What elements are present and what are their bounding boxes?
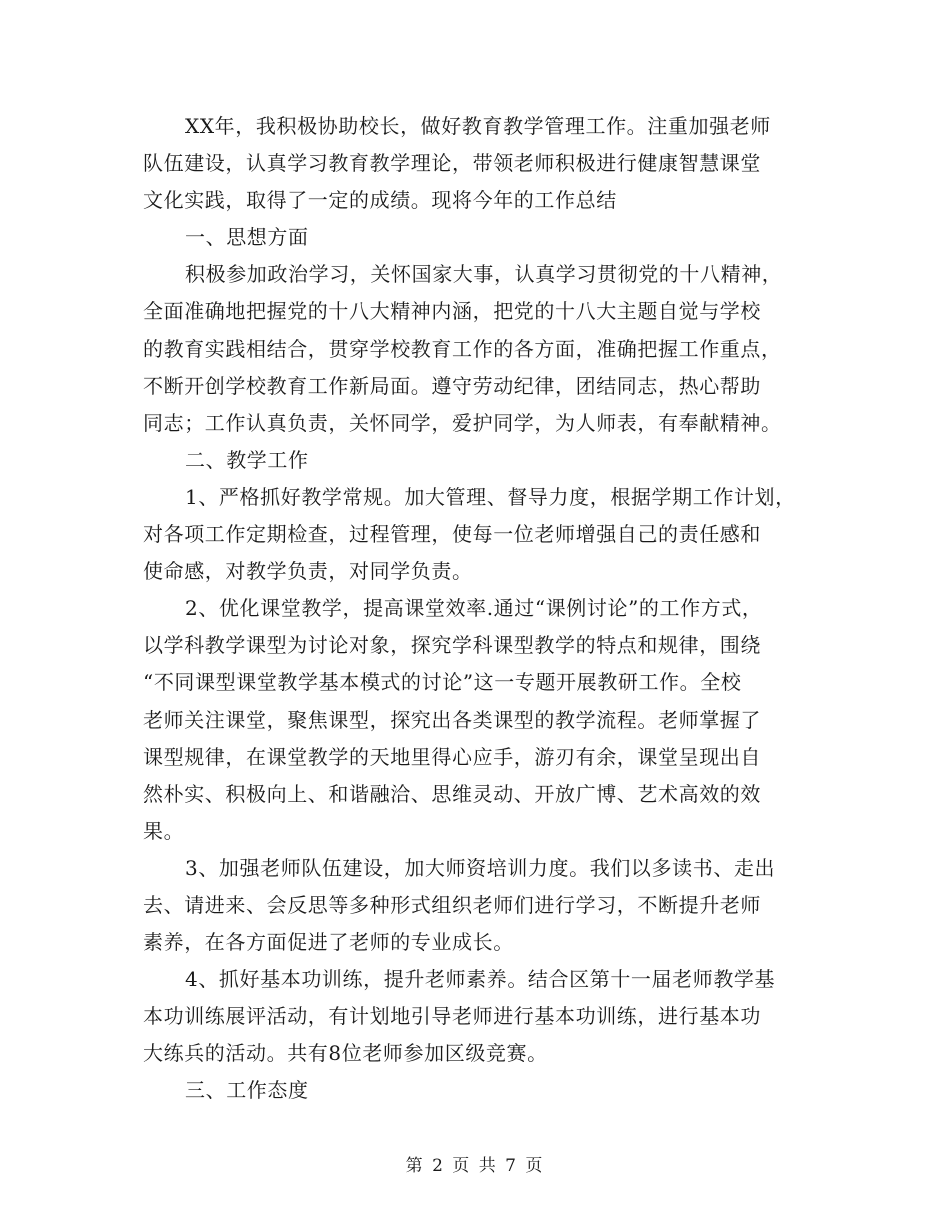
body-line: 老师关注课堂，聚焦课型，探究出各类课型的教学流程。老师掌握了	[143, 707, 761, 732]
body-line: 4、抓好基本功训练，提升老师素养。结合区第十一届老师教学基	[185, 967, 776, 992]
body-line: 以学科教学课型为讨论对象，探究学科课型教学的特点和规律，围绕	[143, 633, 761, 658]
page-number-footer: 第 2 页 共 7 页	[405, 1156, 545, 1176]
body-line: 课型规律，在课堂教学的天地里得心应手，游刃有余，课堂呈现出自	[143, 744, 761, 769]
body-line: XX年，我积极协助校长，做好教育教学管理工作。注重加强老师	[185, 114, 771, 138]
body-line: 1、严格抓好教学常规。加大管理、督导力度，根据学期工作计划，	[185, 484, 796, 509]
body-line: “不同课型课堂教学基本模式的讨论”这一专题开展教研工作。全校	[143, 670, 742, 695]
body-line: 同志；工作认真负责，关怀同学，爱护同学，为人师表，有奉献精神。	[143, 410, 782, 435]
body-line: 不断开创学校教育工作新局面。遵守劳动纪律，团结同志，热心帮助	[143, 373, 761, 398]
body-line: 果。	[143, 818, 185, 843]
section-heading: 一、思想方面	[185, 225, 309, 250]
body-line: 全面准确地把握党的十八大精神内涵，把党的十八大主题自觉与学校	[143, 299, 761, 324]
body-line: 文化实践，取得了一定的成绩。现将今年的工作总结	[143, 188, 617, 213]
section-heading: 三、工作态度	[185, 1078, 309, 1103]
body-line: 本功训练展评活动，有计划地引导老师进行基本功训练，进行基本功	[143, 1004, 761, 1029]
body-line: 去、请进来、会反思等多种形式组织老师们进行学习，不断提升老师	[143, 892, 761, 917]
body-line: 大练兵的活动。共有8位老师参加区级竞赛。	[143, 1041, 548, 1066]
section-heading: 二、教学工作	[185, 447, 309, 472]
body-line: 积极参加政治学习，关怀国家大事，认真学习贯彻党的十八精神，	[185, 262, 783, 287]
body-line: 对各项工作定期检查，过程管理，使每一位老师增强自己的责任感和	[143, 522, 761, 547]
body-line: 队伍建设，认真学习教育教学理论，带领老师积极进行健康智慧课堂	[143, 151, 761, 176]
document-body	[143, 108, 823, 1110]
body-line: 3、加强老师队伍建设，加大师资培训力度。我们以多读书、走出	[185, 855, 776, 880]
body-line: 使命感，对教学负责，对同学负责。	[143, 559, 473, 584]
body-line: 素养，在各方面促进了老师的专业成长。	[143, 930, 514, 955]
body-line: 的教育实践相结合，贯穿学校教育工作的各方面，准确把握工作重点，	[143, 336, 782, 361]
body-line: 2、优化课堂教学，提高课堂效率.通过“课例讨论”的工作方式，	[185, 596, 763, 621]
body-line: 然朴实、积极向上、和谐融洽、思维灵动、开放广博、艺术高效的效	[143, 781, 761, 806]
